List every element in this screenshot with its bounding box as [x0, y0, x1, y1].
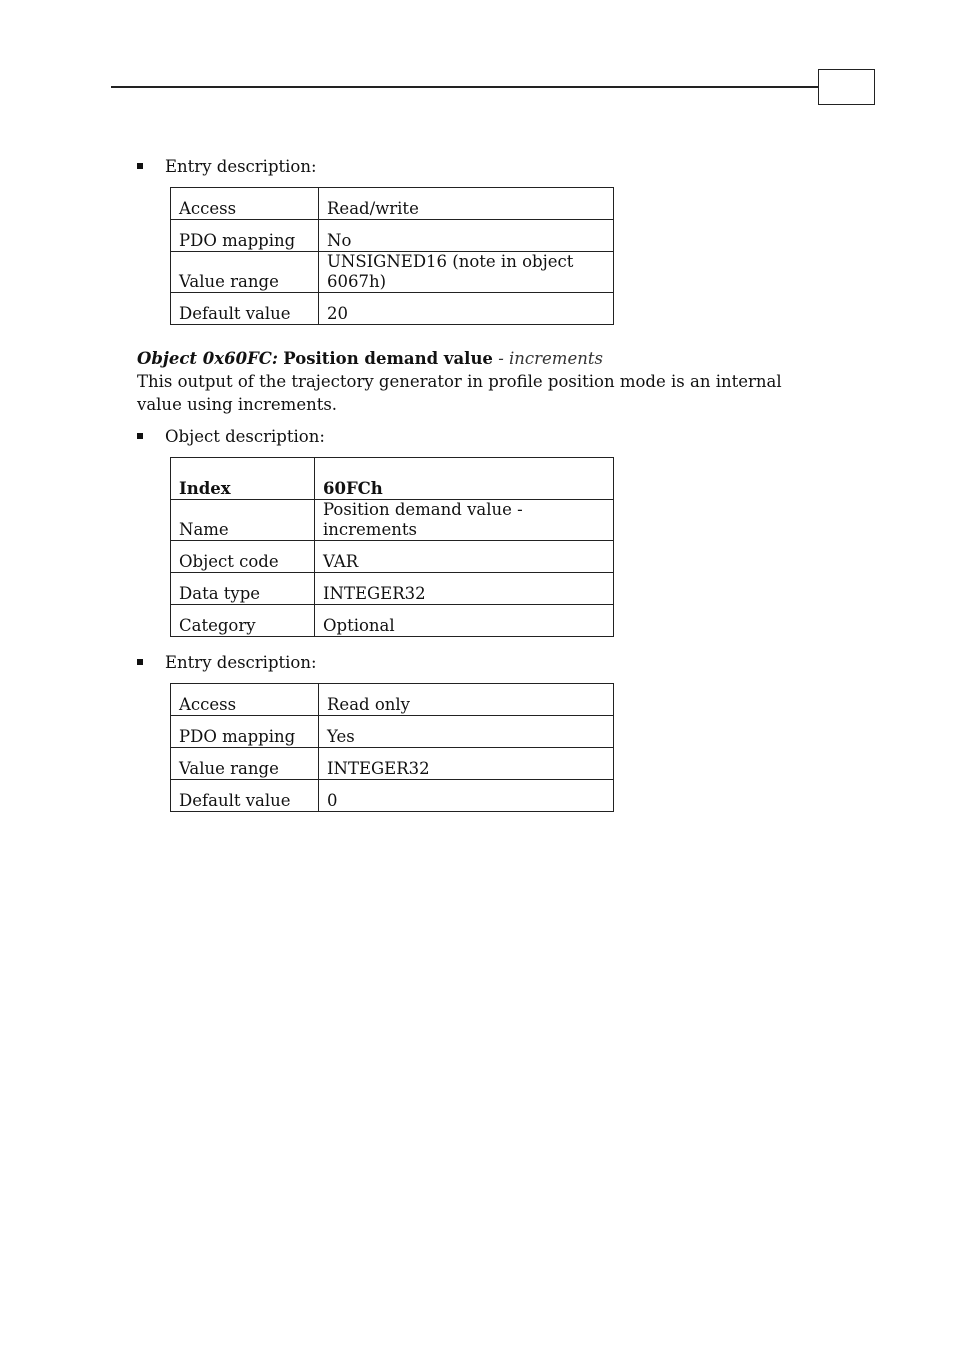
header-value: 60FCh — [315, 458, 614, 500]
row-label: Value range — [171, 748, 319, 780]
row-value: 20 — [319, 293, 614, 325]
row-label: Value range — [171, 252, 319, 293]
entry-description-bullet-1 — [137, 155, 317, 177]
table-row — [171, 220, 614, 252]
object-description-table — [170, 457, 614, 637]
row-value: Read only — [319, 684, 614, 716]
row-value: Optional — [315, 605, 614, 637]
table-row — [171, 188, 614, 220]
bullet-label: Entry description: — [165, 156, 317, 176]
table-row — [171, 780, 614, 812]
entry-description-table-1 — [170, 187, 614, 325]
row-label: PDO mapping — [171, 220, 319, 252]
bullet-icon — [137, 163, 143, 169]
row-label: Name — [171, 500, 315, 541]
object-description-bullet — [137, 425, 325, 447]
row-label: Category — [171, 605, 315, 637]
row-label: Data type — [171, 573, 315, 605]
bullet-label: Entry description: — [165, 652, 317, 672]
header-label: Index — [171, 458, 315, 500]
entry-description-bullet-2 — [137, 651, 317, 673]
table-row — [171, 748, 614, 780]
row-value: Yes — [319, 716, 614, 748]
bullet-label: Object description: — [165, 426, 325, 446]
bullet-icon — [137, 659, 143, 665]
row-value: Read/write — [319, 188, 614, 220]
row-label: Default value — [171, 780, 319, 812]
row-label: Object code — [171, 541, 315, 573]
row-value: INTEGER32 — [319, 748, 614, 780]
table-row — [171, 293, 614, 325]
object-heading-prefix: Object 0x60FC: — [137, 349, 279, 368]
table-row — [171, 252, 614, 293]
bullet-icon — [137, 433, 143, 439]
row-value: UNSIGNED16 (note in object 6067h) — [319, 252, 614, 293]
table-row — [171, 684, 614, 716]
object-heading-suffix: - increments — [498, 349, 603, 368]
table-header-row — [171, 458, 614, 500]
page-number-box — [818, 69, 875, 105]
entry-description-table-2 — [170, 683, 614, 812]
object-description-paragraph: This output of the trajectory generator in profile position mode is an internal value using increments. — [137, 372, 782, 414]
object-heading — [137, 348, 603, 370]
row-value: Position demand value - increments — [315, 500, 614, 541]
row-label: Default value — [171, 293, 319, 325]
row-label: Access — [171, 684, 319, 716]
header-rule — [111, 86, 819, 88]
table-row — [171, 573, 614, 605]
table-row — [171, 605, 614, 637]
row-value: 0 — [319, 780, 614, 812]
row-label: Access — [171, 188, 319, 220]
row-value: VAR — [315, 541, 614, 573]
row-value: No — [319, 220, 614, 252]
row-value: INTEGER32 — [315, 573, 614, 605]
object-heading-title: Position demand value — [283, 349, 493, 368]
table-row — [171, 500, 614, 541]
row-label: PDO mapping — [171, 716, 319, 748]
table-row — [171, 541, 614, 573]
table-row — [171, 716, 614, 748]
